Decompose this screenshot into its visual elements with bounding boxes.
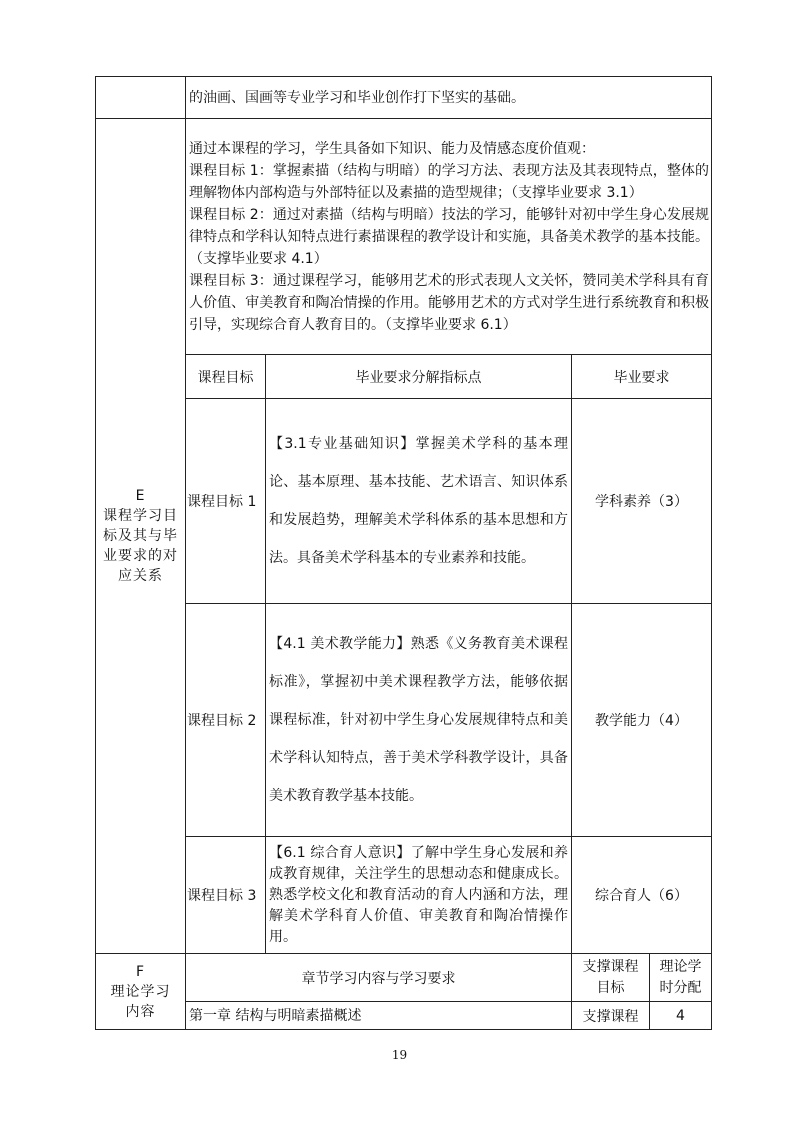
header-content: 章节学习内容与学习要求 [186,954,572,1002]
chapter-1-title: 第一章 结构与明暗素描概述 [186,1002,572,1030]
mapping-objective-1: 课程目标 1 [186,399,266,604]
section-e-line-4: 应关系 [118,568,163,584]
header-support: 支撑课程目标 [572,954,650,1002]
chapter-row-1 [96,1002,712,1030]
mapping-indicator-2: 【4.1 美术教学能力】熟悉《义务教育美术课程标准》，掌握初中美术课程教学方法，能够依据课程标准，针对初中学生身心发展规律特点和美术学科认知特点，善于美术学科教学设计，具备美术教育教学基本技能。 [266,604,572,837]
mapping-row-3 [96,837,712,954]
mapping-requirement-2: 教学能力（4） [572,604,712,837]
continuation-row [96,77,712,119]
section-f-letter: F [135,963,146,980]
mapping-objective-2: 课程目标 2 [186,604,266,837]
mapping-indicator-3: 【6.1 综合育人意识】了解中学生身心发展和养成教育规律，关注学生的思想动态和健康成长。熟悉学校文化和教育活动的育人内涵和方法，理解美术学科育人价值、审美教育和陶冶情操作用。 [266,837,572,954]
objective-1-text: 课程目标 1：掌握素描（结构与明暗）的学习方法、表现方法及其表现特点，整体的理解物体内部构造与外部特征以及素描的造型规律；（支撑毕业要求 3.1） [189,162,709,201]
course-syllabus-table [95,76,712,1030]
mapping-indicator-1: 【3.1专业基础知识】掌握美术学科的基本理论、基本原理、基本技能、艺术语言、知识体系和发展趋势，理解美术学科体系的基本思想和方法。具备美术学科基本的专业素养和技能。 [266,399,572,604]
header-objective: 课程目标 [186,355,266,399]
continuation-text: 的油画、国画等专业学习和毕业创作打下坚实的基础。 [186,77,712,119]
section-e-line-2: 标及其与毕 [103,528,178,544]
header-requirement: 毕业要求 [572,355,712,399]
section-f-line-1: 理论学习 [110,983,171,1000]
mapping-row-1 [96,399,712,604]
section-e-letter: E [135,488,146,504]
header-hours: 理论学时分配 [650,954,712,1002]
objective-3-text: 课程目标 3：通过课程学习，能够用艺术的形式表现人文关怀，赞同美术学科具有育人价值、审美教育和陶冶情操的作用。能够用艺术的方式对学生进行系统教育和积极引导，实现综合育人教育目的。（支撑毕业要求 6.1） [189,272,709,333]
section-e-label [96,119,186,954]
mapping-objective-3: 课程目标 3 [186,837,266,954]
mapping-header-row [96,355,712,399]
section-f-label [96,954,186,1030]
section-e-line-1: 课程学习目 [103,508,178,524]
objective-2-text: 课程目标 2：通过对素描（结构与明暗）技法的学习，能够针对初中学生身心发展规律特点和学科认知特点进行素描课程的教学设计和实施，具备美术教学的基本技能。（支撑毕业要求 4.1） [189,206,709,267]
mapping-row-2 [96,604,712,837]
content-header-row [96,954,712,1002]
section-e-line-3: 业要求的对 [103,548,178,564]
chapter-1-hours: 4 [650,1002,712,1030]
chapter-1-support: 支撑课程 [572,1002,650,1030]
mapping-requirement-3: 综合育人（6） [572,837,712,954]
objectives-intro: 通过本课程的学习，学生具备如下知识、能力及情感态度价值观： [189,140,595,157]
mapping-requirement-1: 学科素养（3） [572,399,712,604]
objectives-text [186,119,712,355]
page-number: 19 [391,1048,408,1062]
header-indicator: 毕业要求分解指标点 [266,355,572,399]
objectives-row [96,119,712,355]
section-f-line-2: 内容 [125,1003,156,1020]
empty-label-cell [96,77,186,119]
